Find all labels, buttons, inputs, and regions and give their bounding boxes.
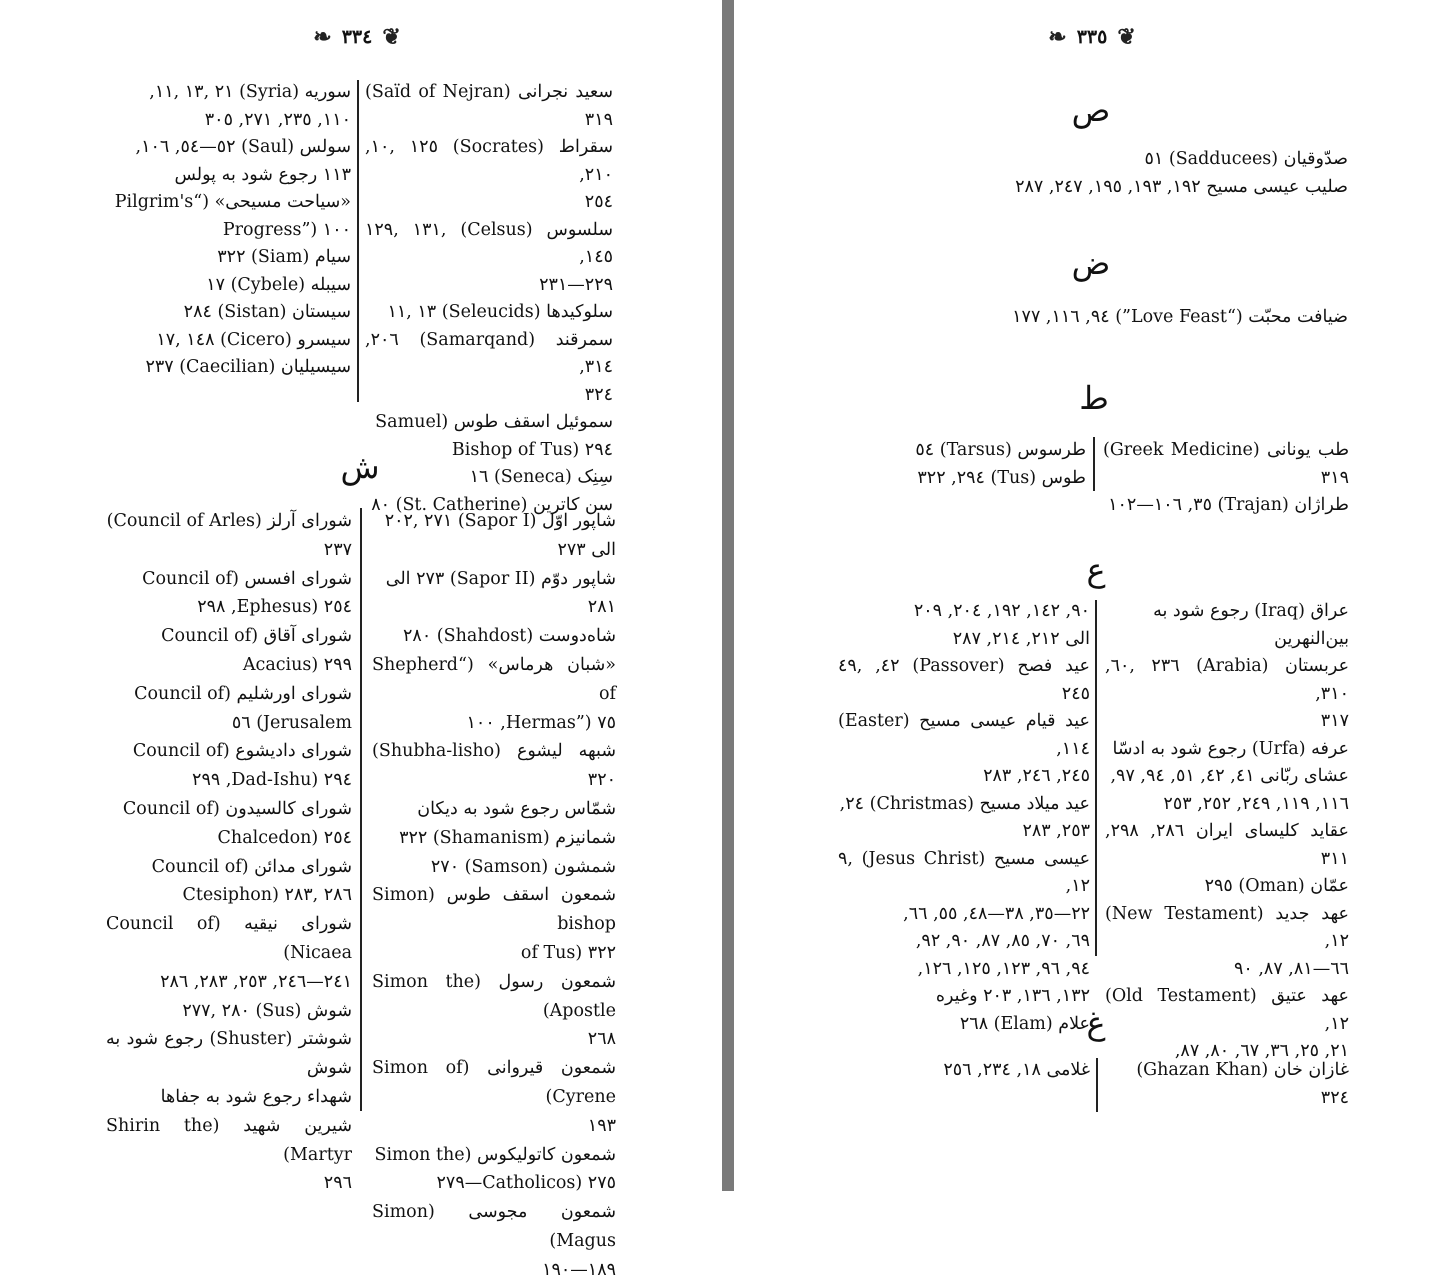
index-column [994, 303, 1348, 331]
index-column [904, 437, 1086, 492]
index-line: شورای کالسیدون (Council of [122, 798, 352, 819]
index-line: ضیافت محبّت (“Love Feast”) ۹٤, ۱۱٦, ۱۷۷ [1012, 307, 1348, 327]
column-divider [1096, 1058, 1098, 1112]
index-line: عقاید کلیسای ایران ۲۸٦, ۲۹۸, ۳۱۱ [1105, 821, 1349, 869]
index-column [106, 507, 352, 1198]
index-column [1105, 598, 1349, 1066]
index-line: شبهه لیشوع (Shubha-lisho) ۳۲۰ [372, 741, 616, 791]
index-line: عید میلاد مسیح (Christmas) ۲٤, [839, 793, 1090, 814]
index-line: شمعون مجوسی (Simon Magus) [372, 1202, 616, 1251]
index-line: ۲۳۷ [323, 539, 352, 560]
index-column [914, 1057, 1090, 1085]
index-line: Bishop of Tus) ۲۹٤ [451, 439, 613, 460]
index-line: ۱۱۳ رجوع شود به پولس [174, 164, 351, 185]
column-divider [1095, 600, 1097, 956]
index-line: ۹۰, ۱٤۲, ۱۹۲, ۲۰٤, ۲۰۹ [913, 601, 1090, 621]
page-number-header [1017, 22, 1167, 52]
index-column [372, 507, 616, 1285]
index-line: ۳۱۷ [1320, 711, 1349, 731]
ornament-icon: ❦ [382, 24, 401, 50]
index-line: شاپور دوّم (Sapor II) ۲۷۳ الی [385, 568, 616, 589]
index-column [838, 598, 1090, 1038]
index-line: سلسوس (Celsus) ۱۲۹, ۱۳۱, ۱٤٥, [365, 219, 613, 267]
index-line: الی ۲۷۳ [557, 539, 616, 560]
index-line: شمّاس رجوع شود به دیکان [417, 798, 616, 819]
index-column [365, 79, 613, 519]
index-line: Catholicos) ۲۷٥—۲۷۹ [436, 1173, 616, 1194]
index-line: عهد عتیق (Old Testament) ۱۲, [1105, 986, 1349, 1034]
index-column [1103, 437, 1349, 520]
index-line: سیسیلیان (Caecilian) ۲۳۷ [145, 357, 351, 377]
index-line: طرسوس (Tarsus) ٥٤ [915, 440, 1086, 460]
index-line: ۳۲٤ [584, 384, 613, 405]
index-line: شاه‌دوست (Shahdost) ۲۸۰ [403, 626, 616, 647]
index-line: سیام (Siam) ۳۲۲ [217, 247, 351, 267]
index-line: شمانیزم (Shamanism) ۳۲۲ [399, 827, 616, 848]
left-page [0, 0, 722, 1280]
index-line: سیسرو (Cicero) ۱۷, ۱٤۸ [156, 329, 351, 350]
index-line: سیستان (Sistan) ۲۸٤ [183, 302, 351, 322]
index-line: شورای اورشلیم (Council of [134, 683, 352, 704]
index-line: سعید نجرانی (Saïd of Nejran) ۳۱۹ [365, 82, 613, 130]
index-line: Hermas”) ۷٥, ۱۰۰ [466, 712, 616, 733]
index-line: سموئیل اسقف طوس (Samuel [375, 412, 613, 432]
index-line: ۱۳۲, ۱۳٦, ۲۰۳ وغیره [935, 986, 1090, 1006]
index-line: Ctesiphon) ۲۸۳, ۲۸٦ [182, 885, 352, 906]
index-line: شورای آقاق (Council of [161, 626, 352, 647]
index-line: عید فصح (Passover) ٤۲, ٤۹, ۲٤٥ [838, 656, 1090, 704]
index-line: عراق (Iraq) رجوع شود به [1153, 601, 1349, 621]
index-line: سِنِک (Seneca) ۱٦ [469, 467, 613, 487]
index-line: ۹٤, ۹٦, ۱۲۳, ۱۲٥, ۱۲٦, [917, 958, 1090, 979]
index-line: ۲۹٦ [323, 1173, 352, 1194]
index-line: سمرقند (Samarqand) ۲۰٦, ۳۱٤, [365, 329, 613, 377]
index-line: سلوکیدها (Seleucids) ۱۱, ۱۳ [387, 302, 613, 322]
index-column [1107, 1057, 1349, 1112]
index-line: ۱۹۳ [587, 1115, 616, 1136]
page-number-header [282, 22, 432, 52]
right-page [734, 0, 1456, 1191]
index-line: شوش (Sus) ۲۷۷, ۲۸۰ [182, 1000, 352, 1021]
index-line: شورای دادیشوع (Council of [132, 741, 352, 762]
ornament-icon: ❧ [313, 24, 332, 50]
index-line: ۱۸۹—۱۹۰ [542, 1259, 616, 1280]
index-line: ۲٥٤ [584, 192, 613, 212]
index-line: ۳۲٤ [1320, 1087, 1349, 1108]
index-line: طوس (Tus) ۲۹٤, ۳۲۲ [917, 467, 1086, 488]
index-line: صلیب عیسی مسیح ۱۹۲, ۱۹۳, ۱۹٥, ۲٤۷, ۲۸۷ [1015, 177, 1348, 197]
index-line: طب یونانی (Greek Medicine) ۳۱۹ [1103, 440, 1349, 488]
section-letter: ع [1086, 551, 1106, 589]
index-line: عرفه (Urfa) رجوع شود به ادسّا [1112, 738, 1349, 759]
index-line: سوریه (Syria) ۱۱, ۱۳, ۲۱, [149, 82, 351, 102]
index-line: بین‌النهرین [1274, 628, 1349, 649]
index-line: ٦٦—۸۱, ۸۷, ۹۰ [1233, 958, 1349, 979]
index-line: Jerusalem) ٥٦ [231, 712, 352, 733]
index-line: ۱۱۰, ۲۳٥, ۲۷۱, ۳۰٥ [204, 109, 351, 130]
index-line: عیسی مسیح (Jesus Christ) ۹, ۱۲, [838, 848, 1091, 896]
index-line: غلامی ۱۸, ۲۳٤, ۲٥٦ [943, 1060, 1090, 1080]
index-line: ٦۹, ۷۰, ۸٥, ۸۷, ۹۰, ۹۲, [915, 931, 1090, 951]
index-line: شمشون (Samson) ۲۷۰ [430, 856, 616, 877]
ornament-icon: ❦ [1117, 24, 1136, 50]
index-line: Acacius) ۲۹۹ [242, 654, 352, 675]
index-line: عهد جدید (New Testament) ۱۲, [1105, 903, 1349, 951]
section-letter: ش [340, 448, 380, 486]
index-line: عمّان (Oman) ۲۹٥ [1204, 876, 1349, 896]
index-line: شورای افسس (Council of [142, 568, 352, 589]
index-line: ۲٥۳, ۲۸۳ [1022, 821, 1090, 841]
index-line: «سیاحت مسیحی» (“Pilgrim's [114, 192, 351, 212]
index-line: شمعون کاتولیکوس (Simon the [374, 1144, 616, 1165]
index-line: ۲٤٥, ۲٤٦, ۲۸۳ [983, 766, 1090, 786]
ornament-icon: ❧ [1048, 24, 1067, 50]
page-number: ۳۳٥ [1076, 26, 1108, 48]
index-line: ۲٦۸ [587, 1029, 616, 1050]
index-line: شمعون اسقف طوس (Simon bishop [372, 885, 616, 935]
index-line: ۲۸۱ [587, 597, 616, 618]
index-line: سقراط (Socrates) ۱۰, ۱۲٥, ۲۱۰, [365, 137, 613, 185]
index-line: شاپور اوّل (Sapor I) ۲۰۲, ۲۷۱ [384, 511, 616, 531]
section-letter: غ [1086, 1004, 1106, 1042]
index-line: سیبله (Cybele) ۱۷ [206, 274, 351, 295]
index-line: of Tus) ۳۲۲ [520, 942, 616, 963]
column-divider [357, 80, 359, 402]
index-line: Chalcedon) ۲٥٤ [217, 827, 352, 848]
index-line: علام (Elam) ۲٦۸ [959, 1013, 1090, 1034]
index-line: صدّوقیان (Sadducees) ٥۱ [1144, 149, 1348, 169]
index-line: شوشتر (Shuster) رجوع شود به شوش [106, 1029, 352, 1079]
section-letter: ض [1071, 244, 1111, 282]
index-line: ۲۲—۳٥, ۳۸—٤۸, ٥٥, ٦٦, [903, 903, 1090, 924]
index-line: عید قیام عیسی مسیح (Easter) ۱۱٤, [838, 711, 1090, 759]
index-line: شورای آرلز (Council of Arles) [106, 511, 352, 531]
column-divider [1093, 437, 1095, 491]
index-line: عشای ربّانی ٤۱, ٤۲, ٥۱, ۹٤, ۹۷, [1110, 766, 1349, 786]
page-number: ۳۳٤ [341, 26, 373, 48]
index-line: Ephesus) ۲٥٤, ۲۹۸ [197, 597, 352, 618]
index-line: شورای مدائن (Council of [151, 856, 352, 877]
index-line: ۲٤۱—۲٤٦, ۲٥۳, ۲۸۳, ۲۸٦ [160, 971, 352, 992]
index-line: ۱۱٦, ۱۱۹, ۲٤۹, ۲٥۲, ۲٥۳ [1163, 793, 1349, 814]
index-line: سن کاترین (St. Catherine) ۸۰ [371, 494, 613, 515]
index-line: ۲۱, ۲٥, ۳٦, ٦۷, ۸۰, ۸۷, [1174, 1041, 1349, 1061]
index-column [104, 79, 351, 382]
index-column [994, 145, 1348, 201]
index-line: شمعون رسول (Simon the Apostle) [372, 971, 617, 1021]
index-line: الی ۲۱۲, ۲۱٤, ۲۸۷ [952, 628, 1090, 649]
index-line: «شبان هرماس» (“Shepherd of [372, 654, 616, 704]
section-letter: ص [1071, 91, 1111, 129]
index-line: طراژان (Trajan) ۳٥, ۱۰۲—۱۰٦ [1108, 495, 1349, 515]
index-line: شورای نیقیه (Council of Nicaea) [106, 914, 352, 963]
index-line: غازان خان (Ghazan Khan) [1136, 1060, 1349, 1080]
index-line: عربستان (Arabia) ٦۰, ۲۳٦, ۳۱۰, [1105, 656, 1350, 704]
index-line: ۲۲۹—۲۳۱ [539, 274, 613, 295]
index-line: شهداء رجوع شود به جفاها [160, 1086, 352, 1107]
section-letter: ط [1079, 379, 1109, 417]
index-line: شمعون قیروانی (Simon of Cyrene) [372, 1058, 617, 1107]
page-gutter [722, 0, 734, 1191]
index-line: سولس (Saul) ٥۲—٥٤, ۱۰٦, [135, 137, 351, 157]
index-line: شیرین شهید (Shirin the Martyr) [106, 1115, 352, 1165]
index-line: Progress”) ۱۰۰ [222, 219, 351, 240]
index-line: Dad-Ishu) ۲۹٤, ۲۹۹ [192, 770, 352, 791]
column-divider [360, 508, 362, 1111]
